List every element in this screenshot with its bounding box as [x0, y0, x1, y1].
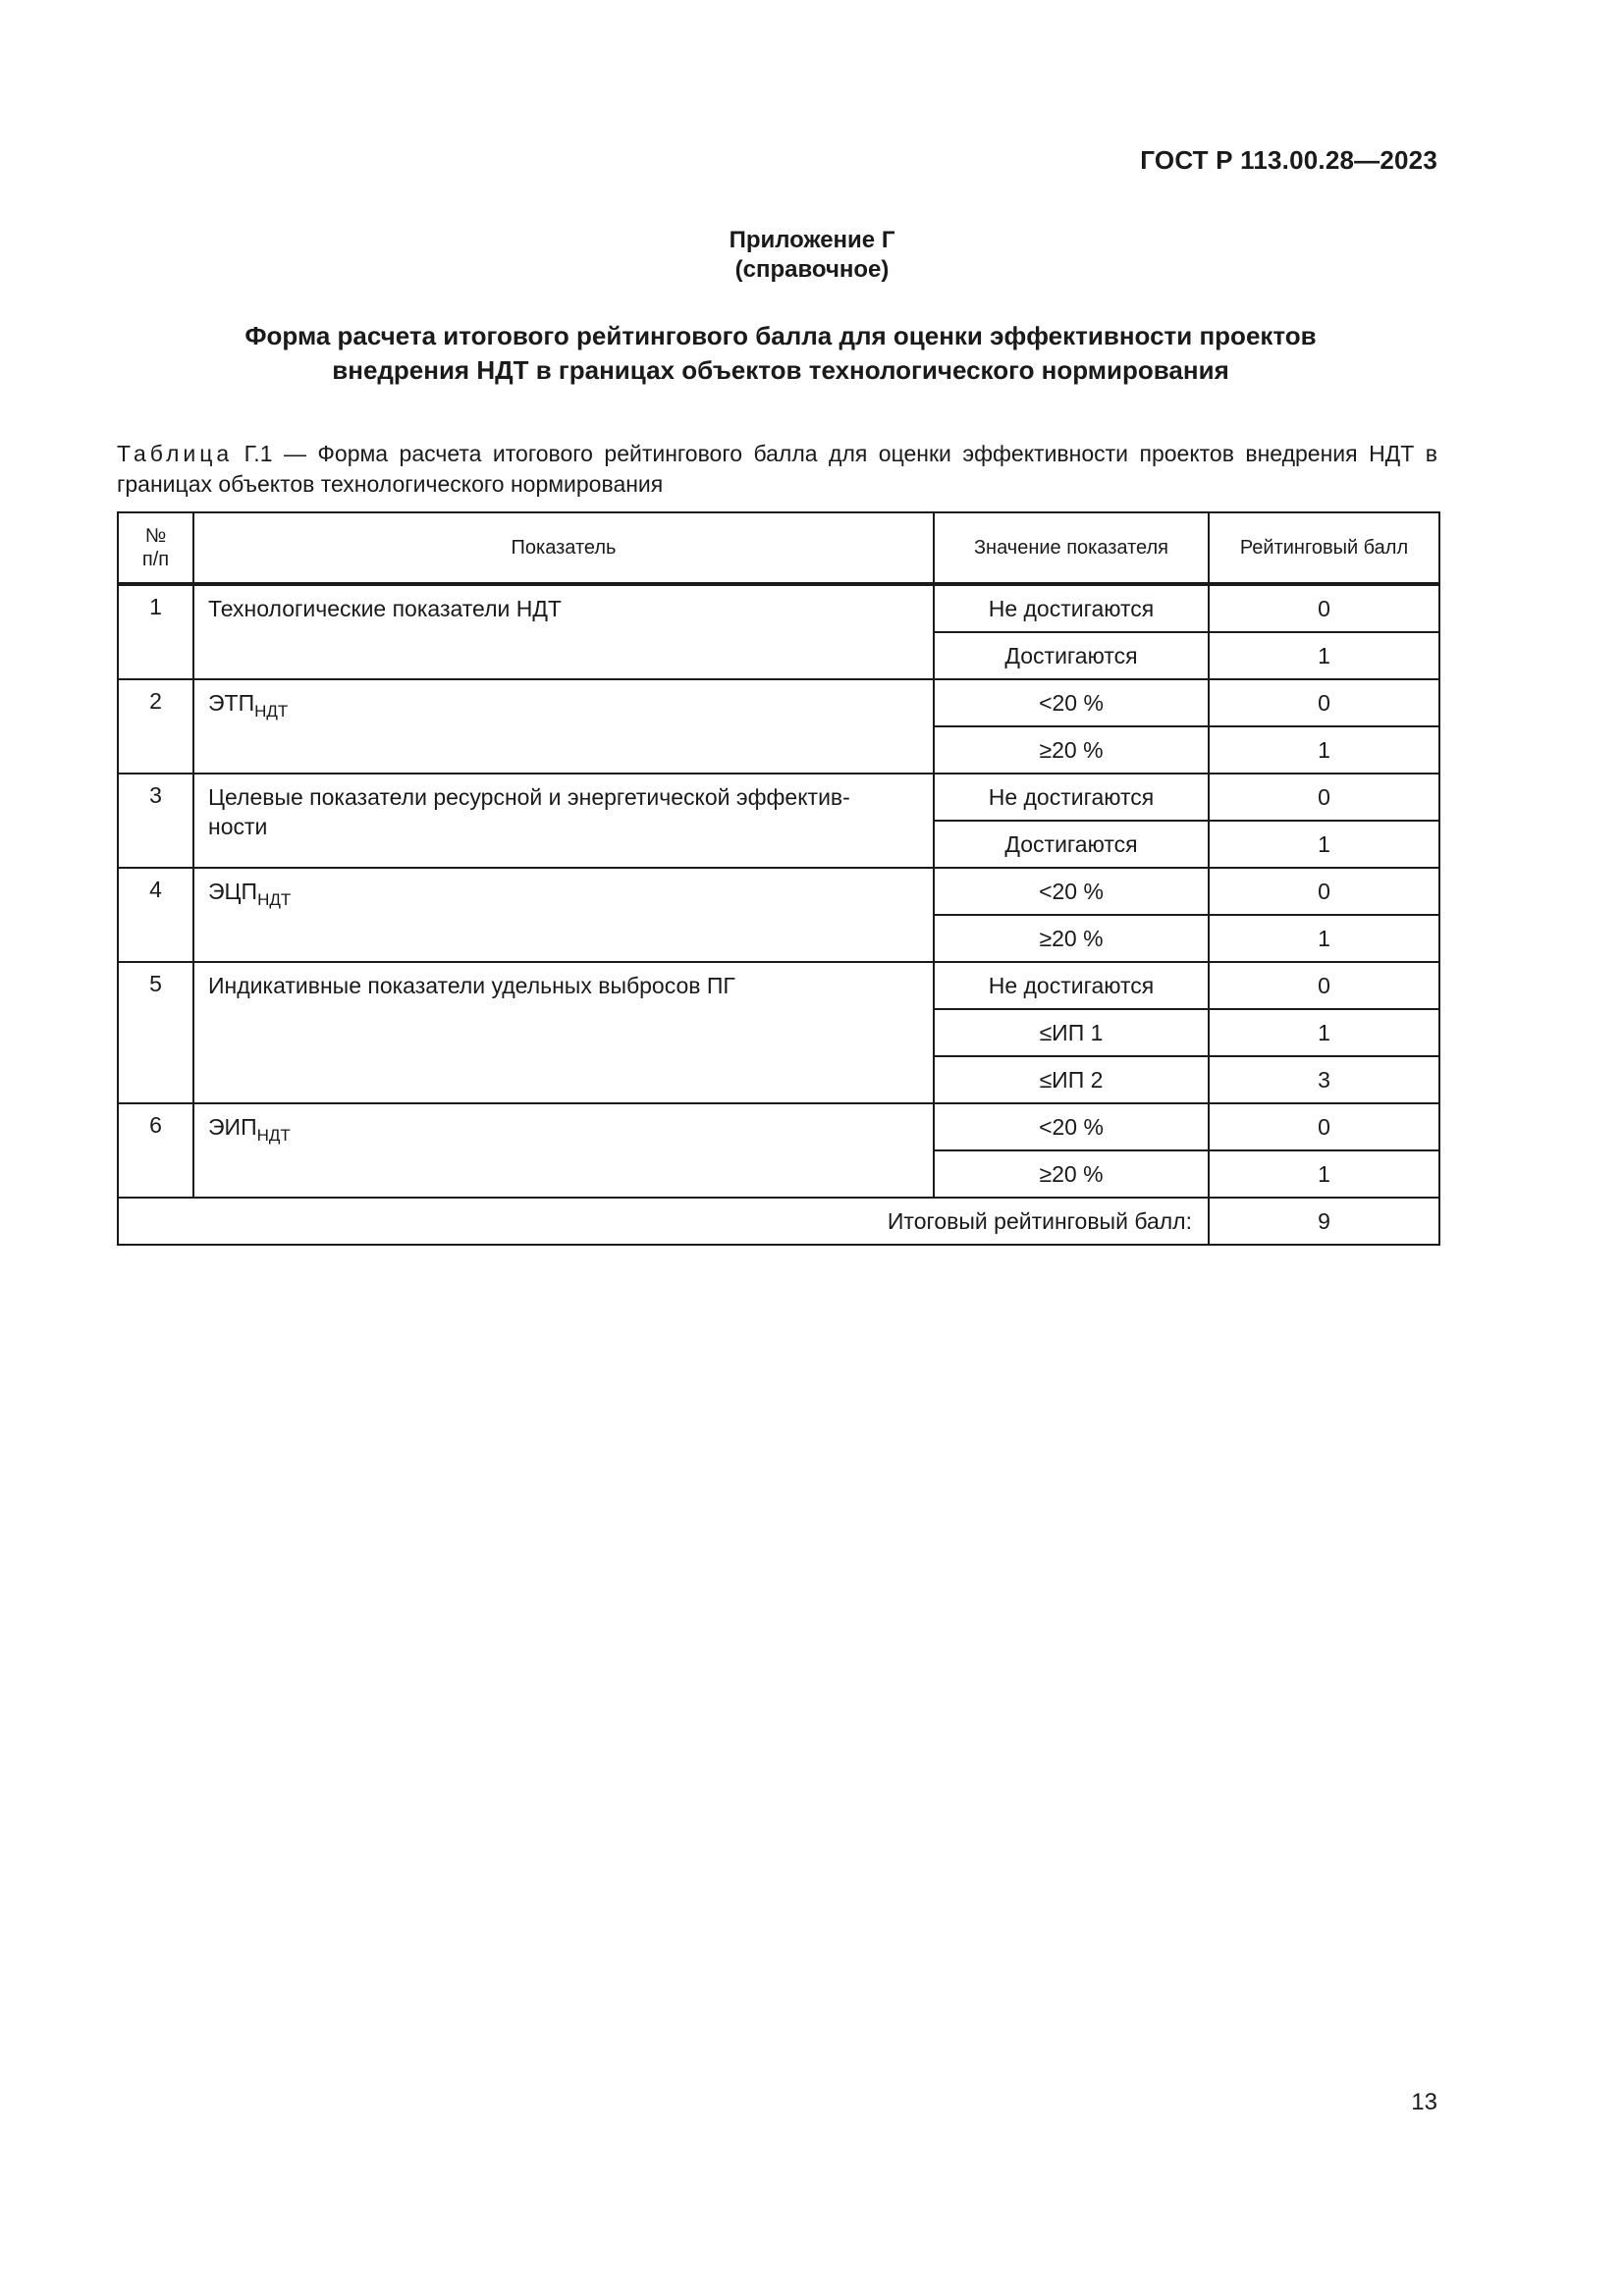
indicator-main: ЭТП — [208, 690, 255, 716]
row-number: 2 — [118, 679, 193, 774]
header-number-line-2: п/п — [141, 549, 170, 570]
row-number: 4 — [118, 868, 193, 962]
row-score: 1 — [1209, 726, 1439, 774]
indicator-main: ЭИП — [208, 1114, 257, 1140]
table-header-row — [118, 512, 1439, 584]
indicator-line-2: ности — [208, 814, 268, 839]
table-caption-label: Таблица — [117, 441, 234, 466]
row-value: ≤ИП 1 — [934, 1009, 1209, 1056]
indicator-main: ЭЦП — [208, 879, 258, 904]
row-score: 1 — [1209, 632, 1439, 679]
header-value: Значение показателя — [934, 512, 1209, 584]
appendix-heading — [0, 226, 1624, 285]
indicator-subscript: НДТ — [256, 1126, 291, 1145]
row-value: Не достигаются — [934, 962, 1209, 1009]
row-indicator: Технологические показатели НДТ — [193, 584, 934, 679]
form-title-line-2: внедрения НДТ в границах объектов технологического нормирования — [332, 355, 1229, 385]
row-value: ≥20 % — [934, 1150, 1209, 1198]
row-value: ≤ИП 2 — [934, 1056, 1209, 1103]
row-value: <20 % — [934, 868, 1209, 915]
appendix-subtitle: (справочное) — [734, 256, 890, 283]
row-value: ≥20 % — [934, 915, 1209, 962]
row-value: <20 % — [934, 1103, 1209, 1150]
rating-table — [117, 511, 1440, 1246]
document-code: ГОСТ Р 113.00.28—2023 — [1140, 145, 1437, 175]
row-score: 1 — [1209, 1150, 1439, 1198]
header-number-line-1: № — [144, 525, 167, 547]
table-row — [118, 962, 1439, 1009]
row-indicator: Индикативные показатели удельных выбросов ПГ — [193, 962, 934, 1103]
indicator-subscript: НДТ — [257, 890, 292, 909]
row-number: 5 — [118, 962, 193, 1103]
row-indicator — [193, 774, 934, 868]
row-score: 0 — [1209, 774, 1439, 821]
table-row — [118, 679, 1439, 726]
total-row — [118, 1198, 1439, 1245]
table-row — [118, 868, 1439, 915]
row-value: Не достигаются — [934, 584, 1209, 632]
table-caption — [117, 439, 1437, 500]
header-score: Рейтинговый балл — [1209, 512, 1439, 584]
row-value: Не достигаются — [934, 774, 1209, 821]
row-score: 0 — [1209, 584, 1439, 632]
row-score: 0 — [1209, 679, 1439, 726]
row-number: 3 — [118, 774, 193, 868]
header-number — [118, 512, 193, 584]
row-score: 1 — [1209, 915, 1439, 962]
row-value: Достигаются — [934, 632, 1209, 679]
row-value: <20 % — [934, 679, 1209, 726]
row-value: Достигаются — [934, 821, 1209, 868]
row-score: 1 — [1209, 1009, 1439, 1056]
indicator-subscript: НДТ — [254, 702, 289, 721]
header-indicator: Показатель — [193, 512, 934, 584]
table-row — [118, 584, 1439, 632]
form-title — [147, 319, 1414, 388]
table-caption-text: Г.1 — Форма расчета итогового рейтингового балла для оценки эффективности проектов внедрения НДТ в границах объектов технологического нормирования — [117, 441, 1437, 497]
indicator-line-1: Целевые показатели ресурсной и энергетической эффектив- — [208, 784, 850, 810]
total-label: Итоговый рейтинговый балл: — [118, 1198, 1209, 1245]
row-score: 1 — [1209, 821, 1439, 868]
row-score: 3 — [1209, 1056, 1439, 1103]
row-score: 0 — [1209, 868, 1439, 915]
row-score: 0 — [1209, 962, 1439, 1009]
form-title-line-1: Форма расчета итогового рейтингового балла для оценки эффективности проектов — [244, 321, 1317, 350]
row-number: 6 — [118, 1103, 193, 1198]
row-indicator — [193, 679, 934, 774]
table-row — [118, 1103, 1439, 1150]
appendix-title: Приложение Г — [729, 227, 895, 253]
total-value: 9 — [1209, 1198, 1439, 1245]
row-score: 0 — [1209, 1103, 1439, 1150]
table-row — [118, 774, 1439, 821]
row-value: ≥20 % — [934, 726, 1209, 774]
row-indicator — [193, 868, 934, 962]
page-number: 13 — [1411, 2089, 1437, 2115]
row-number: 1 — [118, 584, 193, 679]
row-indicator — [193, 1103, 934, 1198]
